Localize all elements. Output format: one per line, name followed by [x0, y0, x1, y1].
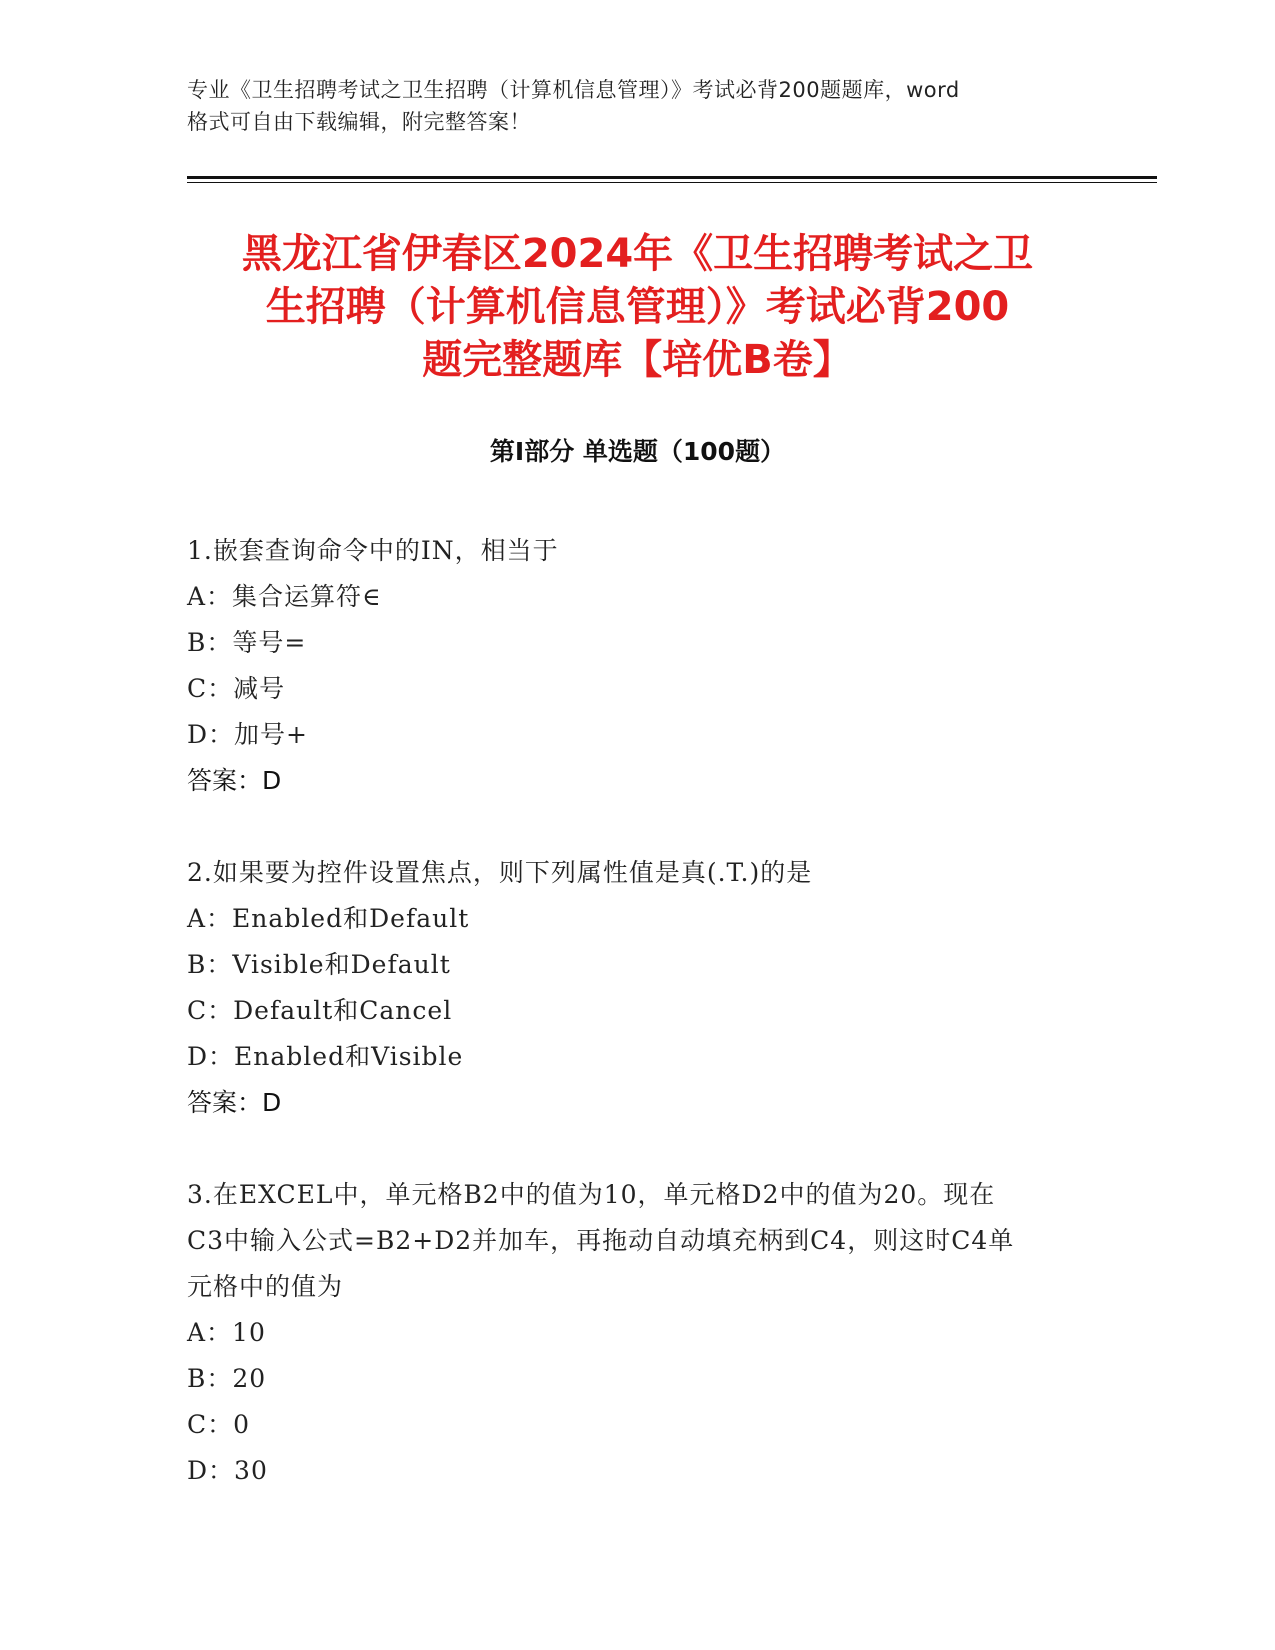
- option-d: D：加号+: [187, 720, 308, 749]
- header-divider-thick: [187, 176, 1157, 179]
- header-note-line-1: 专业《卫生招聘考试之卫生招聘（计算机信息管理）》考试必背200题题库，word: [187, 78, 960, 102]
- question-spacer: [187, 1126, 1087, 1172]
- question-2: [187, 850, 1087, 1126]
- question-stem: 2.如果要为控件设置焦点，则下列属性值是真(.T.)的是: [187, 858, 813, 887]
- option-b: B：20: [187, 1364, 267, 1393]
- document-title-line-2: 生招聘（计算机信息管理）》考试必背200: [265, 284, 1010, 330]
- question-stem-line-3: 元格中的值为: [187, 1272, 344, 1301]
- header-note: [187, 74, 1087, 138]
- document-title-line-3: 题完整题库【培优B卷】: [422, 337, 853, 383]
- option-b: B：Visible和Default: [187, 950, 451, 979]
- question-stem-line-2: C3中输入公式=B2+D2并加车，再拖动自动填充柄到C4，则这时C4单: [187, 1226, 1015, 1255]
- header-note-line-2: 格式可自由下载编辑，附完整答案！: [187, 110, 531, 134]
- option-c: C：0: [187, 1410, 251, 1439]
- option-c: C：减号: [187, 674, 286, 703]
- option-a: A：10: [187, 1318, 266, 1347]
- question-stem: 1.嵌套查询命令中的IN，相当于: [187, 536, 559, 565]
- header-divider-thin: [187, 182, 1157, 183]
- question-list: [187, 528, 1087, 1494]
- option-d: D：Enabled和Visible: [187, 1042, 464, 1071]
- answer: 答案：D: [187, 766, 282, 795]
- question-spacer: [187, 804, 1087, 850]
- option-a: A：Enabled和Default: [187, 904, 470, 933]
- option-b: B：等号=: [187, 628, 307, 657]
- document-title-line-1: 黑龙江省伊春区2024年《卫生招聘考试之卫: [241, 231, 1034, 277]
- option-d: D：30: [187, 1456, 268, 1485]
- question-3: [187, 1172, 1087, 1494]
- question-stem-line-1: 3.在EXCEL中，单元格B2中的值为10，单元格D2中的值为20。现在: [187, 1180, 996, 1209]
- document-title: [180, 228, 1095, 387]
- option-c: C：Default和Cancel: [187, 996, 453, 1025]
- question-1: [187, 528, 1087, 804]
- option-a: A：集合运算符∈: [187, 582, 382, 611]
- answer: 答案：D: [187, 1088, 282, 1117]
- section-heading: 第I部分 单选题（100题）: [489, 437, 786, 466]
